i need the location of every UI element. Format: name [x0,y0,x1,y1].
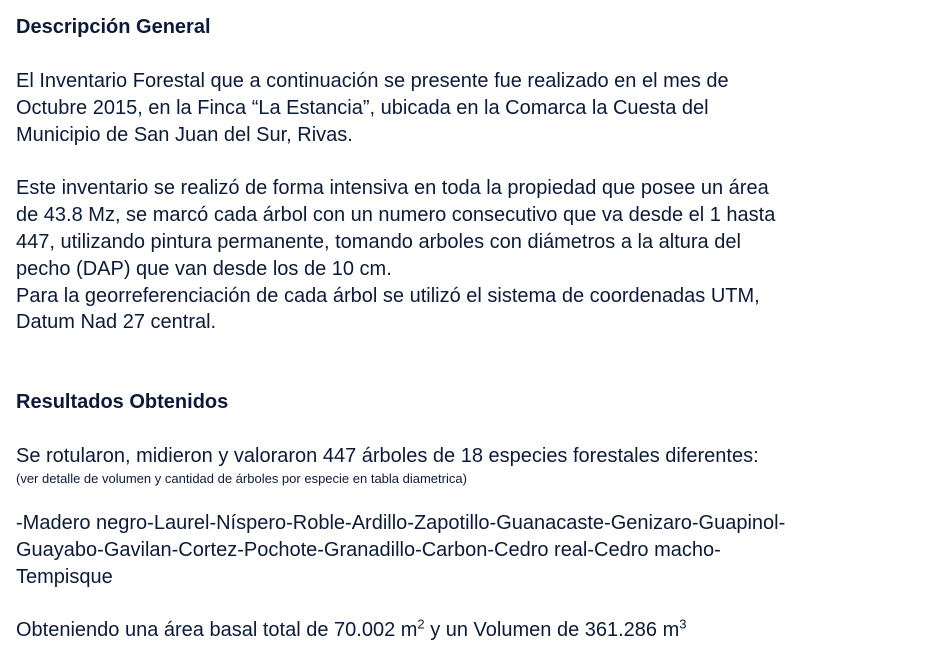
text-line: pecho (DAP) que van desde los de 10 cm. [16,257,392,280]
text-line: El Inventario Forestal que a continuación se presente fue realizado en el mes de [16,70,729,92]
text-line: Datum Nad 27 central. [16,311,217,334]
section-heading-descripcion: Descripción General [16,16,211,38]
text-line: Octubre 2015, en la Finca “La Estancia”, ubicada en la Comarca la Cuesta del [16,96,709,119]
text-line: Para la georreferenciación de cada árbol se utilizó el sistema de coordenadas UTM, [16,284,760,307]
volume-text: y un Volumen de 361.286 m [424,619,680,642]
text-line: 447, utilizando pintura permanente, tomando arboles con diámetros a la altura del [16,230,741,253]
species-list [16,510,921,590]
text-line: Este inventario se realizó de forma intensiva en toda la propiedad que posee un área [16,177,769,200]
totals-line [16,617,921,644]
paragraph-methodology [16,175,921,336]
section-heading-resultados: Resultados Obtenidos [16,391,229,414]
species-line: Tempisque [16,565,113,588]
superscript-three: 3 [679,616,687,632]
text-line: Municipio de San Juan del Sur, Rivas. [16,123,353,146]
basal-area-text: Obteniendo una área basal total de 70.002 m [16,619,418,642]
text-line: de 43.8 Mz, se marcó cada árbol con un numero consecutivo que va desde el 1 hasta [16,204,776,227]
superscript-two: 2 [417,616,425,632]
table-note: (ver detalle de volumen y cantidad de árboles por especie en tabla diametrica) [16,470,467,486]
results-summary: Se rotularon, midieron y valoraron 447 árboles de 18 especies forestales diferentes: [16,445,759,468]
species-line: -Madero negro-Laurel-Níspero-Roble-Ardillo-Zapotillo-Guanacaste-Genizaro-Guapinol- [16,511,786,534]
document-page [16,0,921,644]
species-line: Guayabo-Gavilan-Cortez-Pochote-Granadillo-Carbon-Cedro real-Cedro macho- [16,538,721,561]
paragraph-location [16,68,921,148]
